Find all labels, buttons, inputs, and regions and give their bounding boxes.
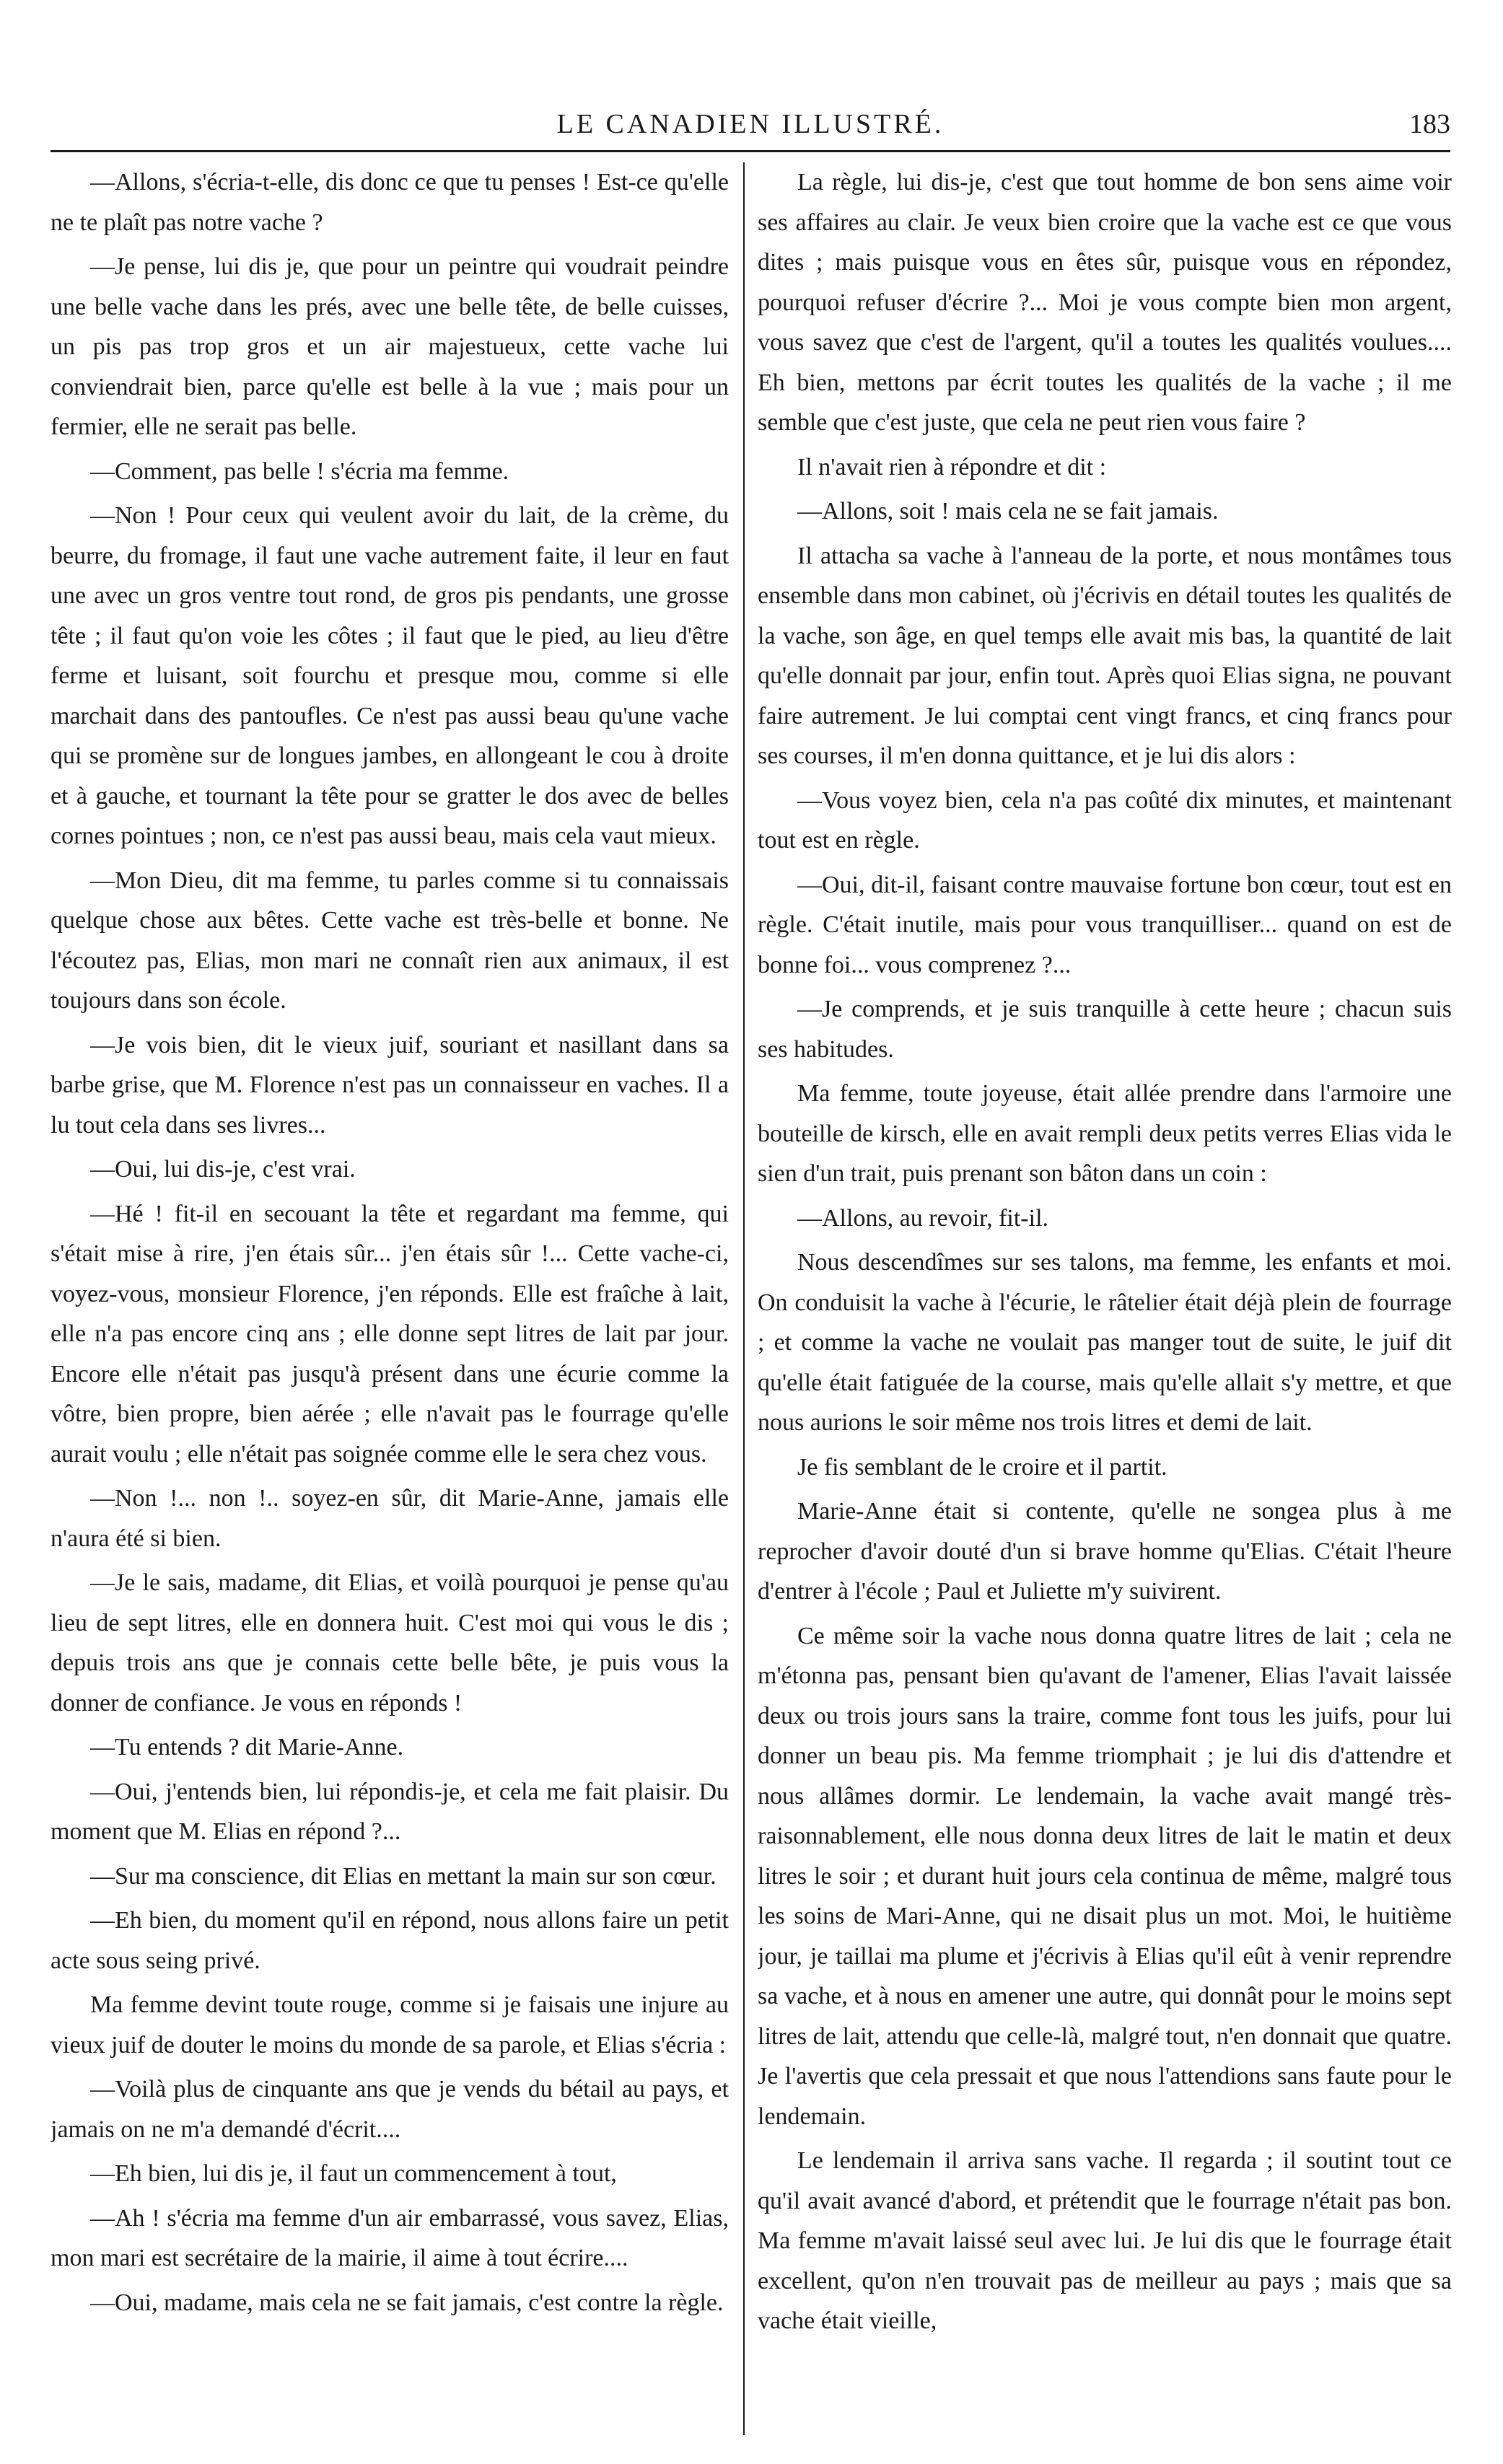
- paragraph: —Mon Dieu, dit ma femme, tu parles comme si tu connaissais quelque chose aux bêtes. Cette vache est très-belle et bonne. Ne l'écoutez pas, Elias, mon mari ne connaît rien aux animaux, il est toujours dans son école.: [51, 867, 729, 1014]
- paragraph: —Allons, soit ! mais cela ne se fait jamais.: [797, 498, 1219, 525]
- paragraph: —Oui, lui dis-je, c'est vrai.: [90, 1156, 356, 1183]
- paragraph: Nous descendîmes sur ses talons, ma femme, les enfants et moi. On conduisit la vache à l'écurie, le râtelier était déjà plein de fourrage ; et comme la vache ne voulait pas manger tout de suite, le juif dit qu'elle était fatiguée de la course, mais qu'elle allait s'y mettre, et que nous aurions le soir même nos trois litres et demi de lait.: [758, 1249, 1452, 1436]
- paragraph: Ce même soir la vache nous donna quatre litres de lait ; cela ne m'étonna pas, pensant bien qu'avant de l'amener, Elias l'avait laissée deux ou trois jours sans la traire, comme font tous les juifs, pour lui donner un beau pis. Ma femme triomphait ; je lui dis d'attendre et nous allâmes dormir. Le lendemain, la vache avait mangé très-raisonnablement, elle nous donna deux litres de lait le matin et deux litres le soir ; et durant huit jours cela continua de même, malgré tous les soins de Mari-Anne, qui ne disait plus un mot. Moi, le huitième jour, je taillai ma plume et j'écrivis à Elias qu'il eût à venir reprendre sa vache, et à nous en amener une autre, qui donnât pour le moins sept litres de lait, attendu que celle-là, malgré tout, n'en donnait que quatre. Je l'avertis que cela pressait et que nous l'attendions sans faute pour le lendemain.: [758, 1622, 1452, 2130]
- header-rule: [51, 150, 1450, 152]
- paragraph: Il attacha sa vache à l'anneau de la porte, et nous montâmes tous ensemble dans mon cabinet, où j'écrivis en détail toutes les qualités de la vache, son âge, en quel temps elle avait mis bas, la quantité de lait qu'elle donnait par jour, enfin tout. Après quoi Elias signa, ne pouvant faire autrement. Je lui comptai cent vingt francs, et cinq francs pour ses courses, il m'en donna quittance, et je lui dis alors :: [758, 542, 1452, 769]
- paragraph: —Sur ma conscience, dit Elias en mettant la main sur son cœur.: [90, 1862, 717, 1890]
- paragraph: —Non !... non !.. soyez-en sûr, dit Marie-Anne, jamais elle n'aura été si bien.: [51, 1485, 729, 1552]
- paragraph: La règle, lui dis-je, c'est que tout homme de bon sens aime voir ses affaires au clair. Je veux bien croire que la vache est ce que vous dites ; mais puisque vous en êtes sûr, puisque vous en répondez, pourquoi refuser d'écrire ?... Moi je vous compte bien mon argent, vous savez que c'est de l'argent, qu'il a toutes les qualités voulues.... Eh bien, mettons par écrit toutes les qualités de la vache ; il me semble que c'est juste, que cela ne peut rien vous faire ?: [758, 169, 1452, 436]
- paragraph: —Vous voyez bien, cela n'a pas coûté dix minutes, et maintenant tout est en règle.: [758, 786, 1452, 854]
- paragraph: —Je le sais, madame, dit Elias, et voilà pourquoi je pense qu'au lieu de sept litres, elle en donnera huit. C'est moi qui vous le dis ; depuis trois ans que je connais cette belle bête, je puis vous la donner de confiance. Je vous en réponds !: [51, 1569, 729, 1717]
- paragraph: —Comment, pas belle ! s'écria ma femme.: [90, 457, 509, 485]
- paragraph: —Tu entends ? dit Marie-Anne.: [90, 1734, 404, 1761]
- left-column: [51, 162, 729, 2435]
- paragraph: —Oui, madame, mais cela ne se fait jamais, c'est contre la règle.: [90, 2289, 724, 2316]
- page-header: [51, 108, 1450, 152]
- paragraph: Marie-Anne était si contente, qu'elle ne songea plus à me reprocher d'avoir douté d'un si brave homme qu'Elias. C'était l'heure d'entrer à l'école ; Paul et Juliette m'y suivirent.: [758, 1498, 1452, 1605]
- paragraph: —Eh bien, du moment qu'il en répond, nous allons faire un petit acte sous seing privé.: [51, 1907, 729, 1974]
- paragraph: Il n'avait rien à répondre et dit :: [797, 453, 1107, 481]
- paragraph: —Non ! Pour ceux qui veulent avoir du lait, de la crème, du beurre, du fromage, il faut une vache autrement faite, il leur en faut une avec un gros ventre tout rond, de gros pis pendants, une grosse tête ; il faut qu'on voie les côtes ; il faut que le pied, au lieu d'être ferme et luisant, soit fourchu et presque mou, comme si elle marchait dans des pantoufles. Ce n'est pas aussi beau qu'une vache qui se promène sur de longues jambes, en allongeant le cou à droite et à gauche, et tournant la tête pour se gratter le dos avec de belles cornes pointues ; non, ce n'est pas aussi beau, mais cela vaut mieux.: [51, 502, 729, 849]
- paragraph: —Je pense, lui dis je, que pour un peintre qui voudrait peindre une belle vache dans les prés, avec une belle tête, de belle cuisses, un pis pas trop gros et un air majestueux, cette vache lui conviendrait bien, parce qu'elle est belle à la vue ; mais pour un fermier, elle ne serait pas belle.: [51, 253, 729, 440]
- paragraph: —Je vois bien, dit le vieux juif, souriant et nasillant dans sa barbe grise, que M. Florence n'est pas un connaisseur en vaches. Il a lu tout cela dans ses livres...: [51, 1031, 729, 1139]
- running-title: LE CANADIEN ILLUSTRÉ.: [556, 109, 945, 139]
- paragraph: —Voilà plus de cinquante ans que je vends du bétail au pays, et jamais on ne m'a demandé d'écrit....: [51, 2076, 729, 2143]
- paragraph: —Oui, dit-il, faisant contre mauvaise fortune bon cœur, tout est en règle. C'était inutile, mais pour vous tranquilliser... quand on est de bonne foi... vous comprenez ?...: [758, 871, 1452, 978]
- paragraph: —Eh bien, lui dis je, il faut un commencement à tout,: [90, 2160, 617, 2187]
- paragraph: —Oui, j'entends bien, lui répondis-je, et cela me fait plaisir. Du moment que M. Elias en répond ?...: [51, 1778, 729, 1845]
- paragraph: —Ah ! s'écria ma femme d'un air embarrassé, vous savez, Elias, mon mari est secrétaire de la mairie, il aime à tout écrire....: [51, 2204, 729, 2271]
- right-column: [758, 162, 1452, 2435]
- paragraph: Je fis semblant de le croire et il partit.: [797, 1453, 1167, 1481]
- paragraph: Le lendemain il arriva sans vache. Il regarda ; il soutint tout ce qu'il avait avancé d'abord, et prétendit que le fourrage n'était pas bon. Ma femme m'avait laissé seul avec lui. Je lui dis que le fourrage était excellent, qu'on n'en trouvait pas de meilleur au pays ; mais que sa vache était vieille,: [758, 2147, 1452, 2334]
- paragraph: Ma femme, toute joyeuse, était allée prendre dans l'armoire une bouteille de kirsch, elle en avait rempli deux petits verres Elias vida le sien d'un trait, puis prenant son bâton dans un coin :: [758, 1080, 1452, 1187]
- paragraph: Ma femme devint toute rouge, comme si je faisais une injure au vieux juif de douter le moins du monde de sa parole, et Elias s'écria :: [51, 1991, 729, 2059]
- column-divider: [743, 162, 745, 2435]
- paragraph: —Je comprends, et je suis tranquille à cette heure ; chacun suis ses habitudes.: [758, 996, 1452, 1063]
- paragraph: —Allons, au revoir, fit-il.: [797, 1204, 1049, 1232]
- paragraph: —Hé ! fit-il en secouant la tête et regardant ma femme, qui s'était mise à rire, j'en étais sûr... j'en étais sûr !... Cette vache-ci, voyez-vous, monsieur Florence, j'en réponds. Elle est fraîche à lait, elle n'a pas encore cinq ans ; elle donne sept litres de lait par jour. Encore elle n'était pas jusqu'à présent dans une écurie comme la vôtre, bien propre, bien aérée ; elle n'avait pas le fourrage qu'elle aurait voulu ; elle n'était pas soignée comme elle le sera chez vous.: [51, 1200, 729, 1468]
- paragraph: —Allons, s'écria-t-elle, dis donc ce que tu penses ! Est-ce qu'elle ne te plaît pas notre vache ?: [51, 169, 729, 236]
- page-number: 183: [1409, 109, 1450, 139]
